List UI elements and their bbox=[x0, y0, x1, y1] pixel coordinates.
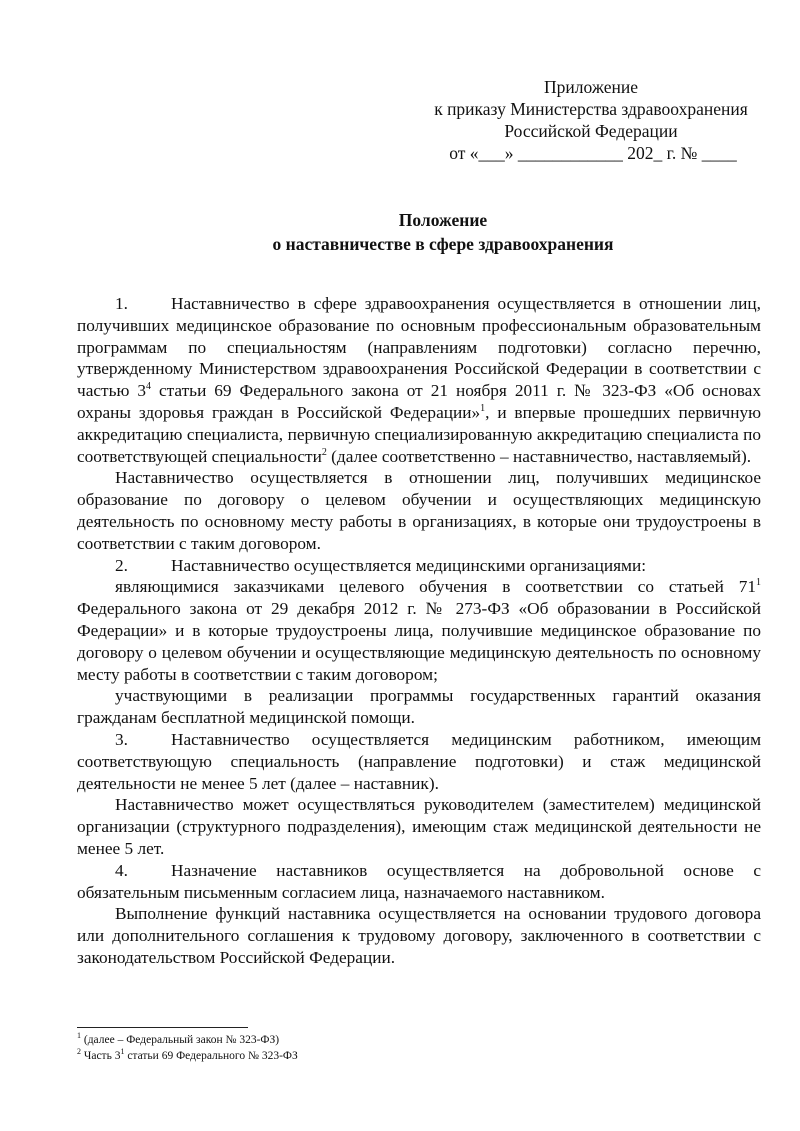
paragraph-number: 4. bbox=[115, 860, 128, 880]
paragraph-4 bbox=[77, 860, 761, 904]
paragraph-text: , и впервые прошедших первичную аккредитацию специалиста, первичную специализированную аккредитацию специалиста по соответствующей специальности bbox=[77, 402, 761, 466]
paragraph-text: Федерального закона от 29 декабря 2012 г. № 273-ФЗ «Об образовании в Российской Федерации» и в которые трудоустроены лица, получившие медицинское образование по договору о целевом обучении и осуществляющие медицинскую деятельность по основному месту работы в соответствии с таким договором; bbox=[77, 599, 761, 684]
paragraph-2a bbox=[77, 576, 761, 685]
footnote-text: статьи 69 Федерального № 323-ФЗ bbox=[124, 1050, 298, 1062]
footnotes bbox=[77, 1032, 761, 1064]
paragraph-1 bbox=[77, 293, 761, 467]
title-line-1: Положение bbox=[398, 210, 488, 230]
paragraph-text: Наставничество осуществляется медицинскими организациями: bbox=[171, 555, 647, 575]
footnote-ref-1[interactable]: 1 bbox=[480, 403, 486, 415]
superscript: 1 bbox=[756, 577, 761, 589]
paragraph-text: Наставничество в сфере здравоохранения осуществляется в отношении лиц, получивших медицинское образование по основным профессиональным образовательным программам по специальностям (направлениям подготовки) согласно перечню, утвержденному Министерством здравоохранения Российской Федерации в соответствии с частью 3 bbox=[77, 294, 761, 401]
footnote-mark: 1 bbox=[77, 1031, 81, 1041]
paragraph-3 bbox=[77, 729, 761, 794]
title-line-2: о наставничестве в сфере здравоохранения bbox=[272, 234, 614, 254]
order-reference: к приказу Министерства здравоохранения bbox=[434, 99, 748, 119]
paragraph-number: 2. bbox=[115, 555, 128, 575]
footnote-text: Часть 3 bbox=[81, 1050, 121, 1062]
paragraph-text: статьи 69 Федерального закона от 21 ноября 2011 г. № 323-ФЗ «Об основах охраны здоровья граждан в Российской Федерации» bbox=[77, 381, 761, 422]
paragraph-number: 3. bbox=[115, 729, 128, 749]
paragraph-number: 1. bbox=[115, 294, 128, 313]
country-name: Российской Федерации bbox=[504, 121, 678, 141]
paragraph-text: являющимися заказчиками целевого обучения в соответствии со статьей 71 bbox=[115, 577, 756, 597]
document-title bbox=[0, 208, 800, 256]
footnote-ref-2[interactable]: 2 bbox=[321, 446, 327, 458]
paragraph-text: Наставничество осуществляется медицинским работником, имеющим соответствующую специальность (направление подготовки) и стаж медицинской деятельности не менее 5 лет (далее – наставник). bbox=[77, 729, 761, 793]
footnote-text: (далее – Федеральный закон № 323-ФЗ) bbox=[81, 1034, 280, 1046]
footnote-1 bbox=[77, 1032, 761, 1048]
paragraph-2b: участвующими в реализации программы государственных гарантий оказания гражданам бесплатной медицинской помощи. bbox=[77, 686, 761, 728]
paragraph-2 bbox=[77, 555, 761, 577]
order-date-line: от «___» ____________ 202_ г. № ____ bbox=[449, 143, 737, 163]
appendix-header bbox=[420, 76, 762, 164]
footnote-separator bbox=[77, 1027, 248, 1028]
superscript: 1 bbox=[120, 1047, 125, 1057]
footnote-2 bbox=[77, 1048, 761, 1064]
paragraph-text: Назначение наставников осуществляется на добровольной основе с обязательным письменным согласием лица, назначаемого наставником. bbox=[77, 860, 761, 902]
appendix-label: Приложение bbox=[544, 77, 638, 97]
paragraph-text: (далее соответственно – наставничество, наставляемый). bbox=[326, 446, 752, 466]
paragraph-3b: Наставничество может осуществляться руководителем (заместителем) медицинской организации (структурного подразделения), имеющим стаж медицинской деятельности не менее 5 лет. bbox=[77, 795, 761, 858]
document-body bbox=[77, 293, 761, 969]
superscript: 4 bbox=[146, 381, 151, 393]
paragraph-1b: Наставничество осуществляется в отношении лиц, получивших медицинское образование по договору о целевом обучении и осуществляющих медицинскую деятельность по основному месту работы в организациях, в которые они трудоустроены в соответствии с таким договором. bbox=[77, 468, 761, 553]
footnote-mark: 2 bbox=[77, 1047, 81, 1057]
paragraph-4b: Выполнение функций наставника осуществляется на основании трудового договора или дополнительного соглашения к трудовому договору, заключенного в соответствии с законодательством Российской Федерации. bbox=[77, 904, 761, 967]
